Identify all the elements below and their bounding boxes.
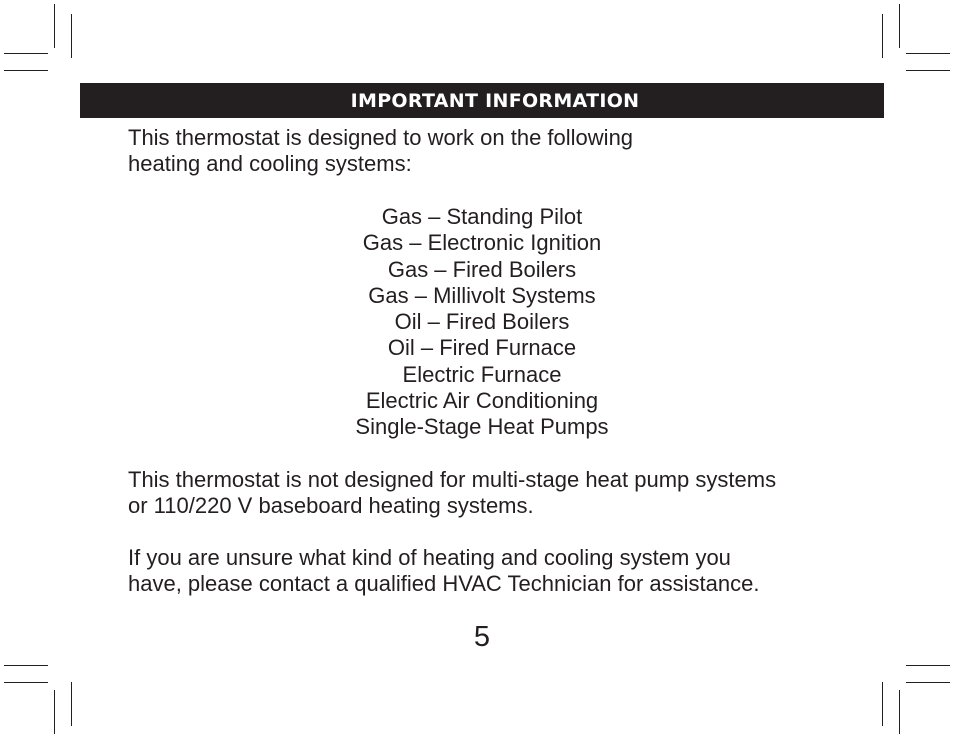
system-item: Gas – Millivolt Systems	[368, 282, 596, 308]
system-item: Oil – Fired Furnace	[387, 335, 577, 361]
crop-mark	[4, 682, 48, 683]
system-item: Oil – Fired Boilers	[394, 309, 570, 335]
crop-mark	[4, 53, 48, 54]
system-item: Electric Air Conditioning	[365, 388, 599, 414]
intro-paragraph	[128, 125, 633, 177]
crop-mark	[71, 682, 72, 726]
section-header	[80, 83, 884, 118]
crop-mark	[906, 682, 950, 683]
crop-mark	[906, 665, 950, 666]
crop-mark	[899, 690, 900, 734]
section-title: IMPORTANT INFORMATION	[350, 89, 640, 112]
crop-mark	[899, 4, 900, 48]
intro-line: This thermostat is designed to work on the following	[128, 125, 634, 150]
crop-mark	[4, 665, 48, 666]
crop-mark	[71, 14, 72, 58]
unsure-line: If you are unsure what kind of heating and cooling system you	[128, 545, 731, 570]
crop-mark	[906, 53, 950, 54]
crop-mark	[882, 682, 883, 726]
unsure-paragraph	[128, 545, 759, 597]
crop-mark	[54, 4, 55, 48]
crop-mark	[906, 70, 950, 71]
not-designed-line: or 110/220 V baseboard heating systems.	[128, 493, 534, 518]
system-item: Gas – Electronic Ignition	[362, 230, 602, 256]
system-item: Gas – Standing Pilot	[381, 204, 583, 229]
not-designed-paragraph	[128, 467, 776, 519]
supported-systems-list	[282, 204, 682, 441]
crop-mark	[4, 70, 48, 71]
system-item: Single-Stage Heat Pumps	[355, 414, 609, 440]
system-item: Gas – Fired Boilers	[387, 256, 577, 282]
not-designed-line: This thermostat is not designed for multi-stage heat pump systems	[128, 467, 777, 492]
unsure-line: have, please contact a qualified HVAC Technician for assistance.	[128, 571, 760, 596]
page-number: 5	[473, 621, 491, 653]
crop-mark	[882, 14, 883, 58]
intro-line: heating and cooling systems:	[128, 151, 412, 176]
system-item: Electric Furnace	[402, 361, 562, 387]
crop-mark	[54, 690, 55, 734]
